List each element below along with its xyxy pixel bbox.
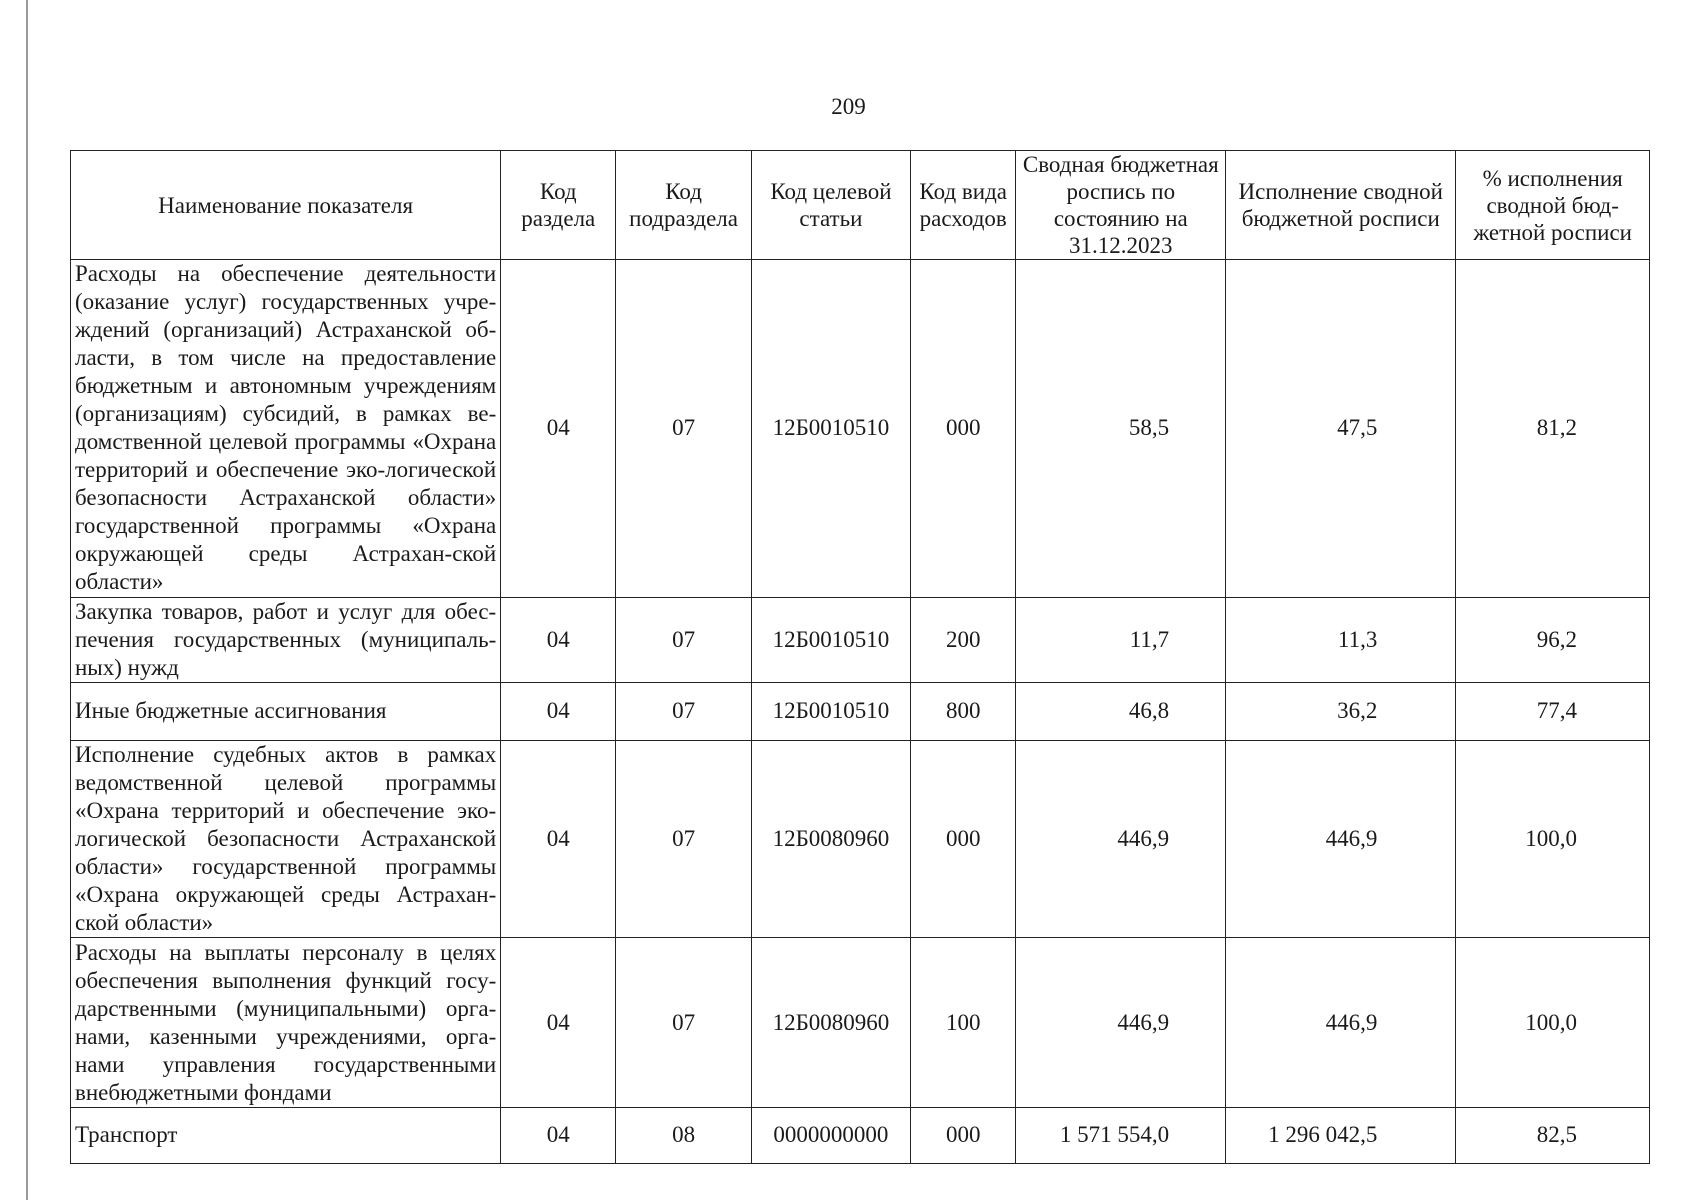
- row-expense-type-code: 000: [911, 741, 1016, 938]
- row-section-code: 04: [501, 682, 616, 740]
- row-target-code: 12Б0010510: [751, 597, 910, 682]
- row-name: Закупка товаров, работ и услуг для обес-печения государственных (муниципаль-ных) нужд: [71, 597, 501, 682]
- row-subsection-code: 07: [616, 741, 752, 938]
- row-subsection-code: 07: [616, 597, 752, 682]
- header-percent-execution: % исполнения сводной бюд-жетной росписи: [1456, 151, 1650, 260]
- row-section-code: 04: [501, 1107, 616, 1163]
- row-percent-value: 100,0: [1456, 741, 1650, 938]
- row-execution-value: 11,3: [1226, 597, 1456, 682]
- row-name: Исполнение судебных актов в рамках ведомственной целевой программы «Охрана территорий и обеспечение эко-логической безопасности Астраханской области» государственной программы «Охрана окружающей среды Астрахан-ской области»: [71, 741, 501, 938]
- row-expense-type-code: 100: [911, 938, 1016, 1107]
- row-section-code: 04: [501, 260, 616, 598]
- table-row: [71, 682, 1650, 740]
- table-row: [71, 741, 1650, 938]
- row-expense-type-code: 800: [911, 682, 1016, 740]
- row-execution-value: 446,9: [1226, 741, 1456, 938]
- row-name: Расходы на выплаты персоналу в целях обеспечения выполнения функций госу-дарственными (муниципальными) орга-нами, казенными учреждениями, орга-нами управления государственными внебюджетными фондами: [71, 938, 501, 1107]
- row-percent-value: 96,2: [1456, 597, 1650, 682]
- row-name: Иные бюджетные ассигнования: [71, 682, 501, 740]
- row-budget-value: 11,7: [1016, 597, 1226, 682]
- row-percent-value: 81,2: [1456, 260, 1650, 598]
- table-row: [71, 1107, 1650, 1163]
- header-expense-type-code: Код вида расходов: [911, 151, 1016, 260]
- row-target-code: 12Б0010510: [751, 260, 910, 598]
- budget-execution-table: [70, 150, 1650, 1164]
- row-execution-value: 47,5: [1226, 260, 1456, 598]
- row-execution-value: 1 296 042,5: [1226, 1107, 1456, 1163]
- header-section-code: Код раздела: [501, 151, 616, 260]
- row-section-code: 04: [501, 938, 616, 1107]
- row-execution-value: 36,2: [1226, 682, 1456, 740]
- row-subsection-code: 08: [616, 1107, 752, 1163]
- row-budget-value: 58,5: [1016, 260, 1226, 598]
- table-row: [71, 260, 1650, 598]
- header-name: Наименование показателя: [71, 151, 501, 260]
- table-row: [71, 597, 1650, 682]
- row-section-code: 04: [501, 741, 616, 938]
- row-name: Расходы на обеспечение деятельности (оказание услуг) государственных учре-ждений (организаций) Астраханской об-ласти, в том числе на предоставление бюджетным и автономным учреждениям (организациям) субсидий, в рамках ве-домственной целевой программы «Охрана территорий и обеспечение эко-логической безопасности Астраханской области» государственной программы «Охрана окружающей среды Астрахан-ской области»: [71, 260, 501, 598]
- row-target-code: 0000000000: [751, 1107, 910, 1163]
- header-subsection-code: Код подраздела: [616, 151, 752, 260]
- row-target-code: 12Б0010510: [751, 682, 910, 740]
- row-budget-value: 446,9: [1016, 741, 1226, 938]
- page-number: 209: [831, 94, 866, 119]
- row-expense-type-code: 200: [911, 597, 1016, 682]
- row-subsection-code: 07: [616, 682, 752, 740]
- header-execution: Исполнение сводной бюджетной росписи: [1226, 151, 1456, 260]
- row-expense-type-code: 000: [911, 260, 1016, 598]
- row-percent-value: 100,0: [1456, 938, 1650, 1107]
- row-expense-type-code: 000: [911, 1107, 1016, 1163]
- header-target-code: Код целевой статьи: [751, 151, 910, 260]
- header-row: [71, 151, 1650, 260]
- header-budget-schedule: Сводная бюджетная роспись по состоянию на 31.12.2023: [1016, 151, 1226, 260]
- binding-margin-line: [26, 0, 28, 1200]
- row-subsection-code: 07: [616, 938, 752, 1107]
- table-row: [71, 938, 1650, 1107]
- row-target-code: 12Б0080960: [751, 741, 910, 938]
- row-name: Транспорт: [71, 1107, 501, 1163]
- row-budget-value: 46,8: [1016, 682, 1226, 740]
- row-percent-value: 82,5: [1456, 1107, 1650, 1163]
- row-subsection-code: 07: [616, 260, 752, 598]
- row-budget-value: 1 571 554,0: [1016, 1107, 1226, 1163]
- row-execution-value: 446,9: [1226, 938, 1456, 1107]
- row-section-code: 04: [501, 597, 616, 682]
- row-percent-value: 77,4: [1456, 682, 1650, 740]
- row-budget-value: 446,9: [1016, 938, 1226, 1107]
- row-target-code: 12Б0080960: [751, 938, 910, 1107]
